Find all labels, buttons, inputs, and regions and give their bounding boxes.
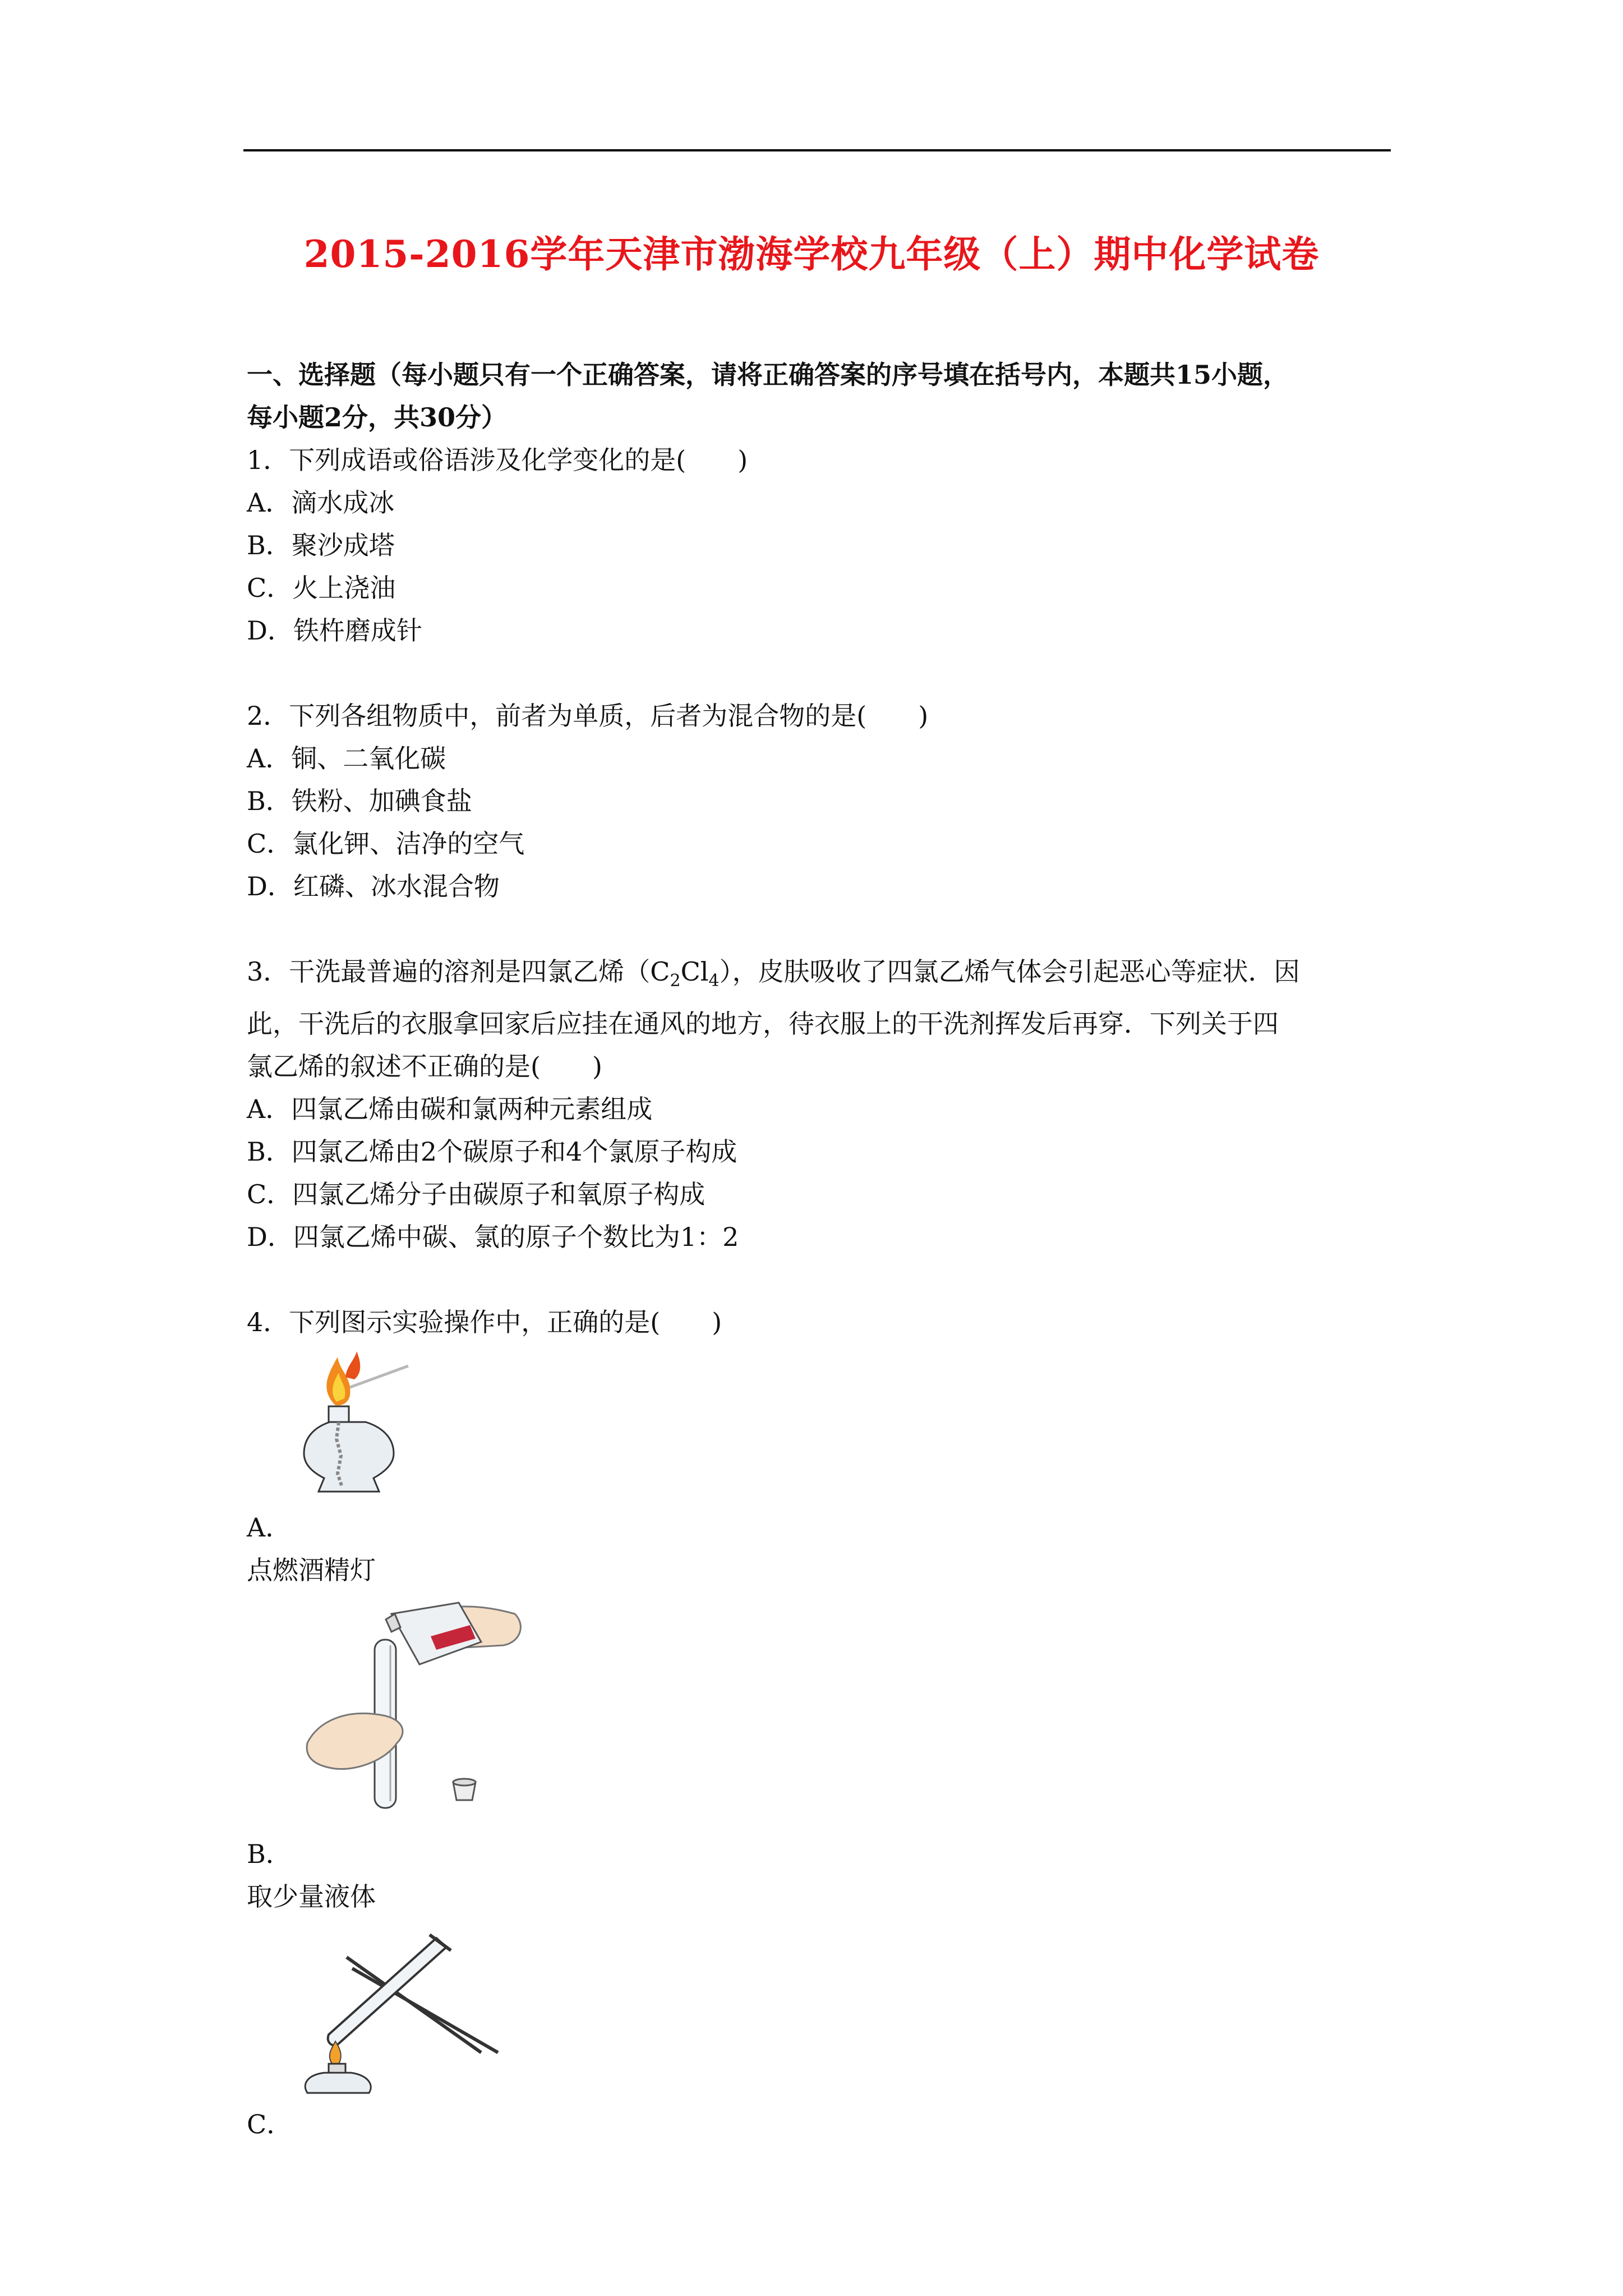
q4-option-c: C． bbox=[247, 2109, 293, 2139]
q1-option-d: D．铁杵磨成针 bbox=[247, 615, 422, 646]
header-rule bbox=[243, 149, 1391, 151]
q4-option-b: B． bbox=[247, 1839, 292, 1869]
q1-stem: 1．下列成语或俗语涉及化学变化的是( ) bbox=[247, 445, 748, 475]
page-title: 2015-2016学年天津市渤海学校九年级（上）期中化学试卷 bbox=[303, 232, 1320, 276]
q1-option-c: C．火上浇油 bbox=[247, 573, 396, 603]
q4-stem: 4．下列图示实验操作中，正确的是( ) bbox=[247, 1307, 722, 1337]
q4-option-b-caption: 取少量液体 bbox=[247, 1881, 376, 1912]
q2-option-b: B．铁粉、加碘食盐 bbox=[247, 786, 472, 816]
q3-option-d: D．四氯乙烯中碳、氯的原子个数比为1：2 bbox=[247, 1222, 739, 1252]
q1-option-a: A．滴水成冰 bbox=[247, 487, 395, 518]
section-heading-cont: 每小题2分，共30分） bbox=[247, 402, 508, 432]
q4-option-a: A． bbox=[247, 1512, 292, 1543]
q3-stem: 3．干洗最普遍的溶剂是四氯乙烯$(C_2Cl_4)$，皮肤吸收了四氯乙烯气体会引起恶心等症状．因 bbox=[247, 956, 1300, 991]
q2-stem: 2．下列各组物质中，前者为单质，后者为混合物的是( ) bbox=[247, 701, 929, 731]
q3-stem-line2: 此，干洗后的衣服拿回家后应挂在通风的地方，待衣服上的干洗剂挥发后再穿．下列关于四 bbox=[247, 1009, 1279, 1039]
q3-stem-line3: 氯乙烯的叙述不正确的是( ) bbox=[247, 1051, 602, 1082]
q1-option-b: B．聚沙成塔 bbox=[247, 530, 395, 560]
q2-option-d: D．红磷、冰水混合物 bbox=[247, 871, 500, 901]
heating-test-tube-figure bbox=[296, 1918, 520, 2103]
exam-content bbox=[247, 353, 1391, 2146]
q2-option-a: A．铜、二氧化碳 bbox=[247, 743, 446, 774]
q2-option-c: C．氯化钾、洁净的空气 bbox=[247, 829, 525, 859]
q3-option-b: B．四氯乙烯由2个碳原子和4个氯原子构成 bbox=[247, 1137, 737, 1167]
q4-option-a-caption: 点燃酒精灯 bbox=[247, 1555, 376, 1585]
pour-liquid-figure bbox=[296, 1591, 554, 1833]
section-heading: 一、选择题（每小题只有一个正确答案，请将正确答案的序号填在括号内，本题共15小题， bbox=[247, 360, 1289, 390]
q3-option-c: C．四氯乙烯分子由碳原子和氧原子构成 bbox=[247, 1179, 706, 1209]
alcohol-lamp-lighting-figure bbox=[296, 1343, 442, 1506]
q3-option-a: A．四氯乙烯由碳和氯两种元素组成 bbox=[247, 1094, 653, 1124]
